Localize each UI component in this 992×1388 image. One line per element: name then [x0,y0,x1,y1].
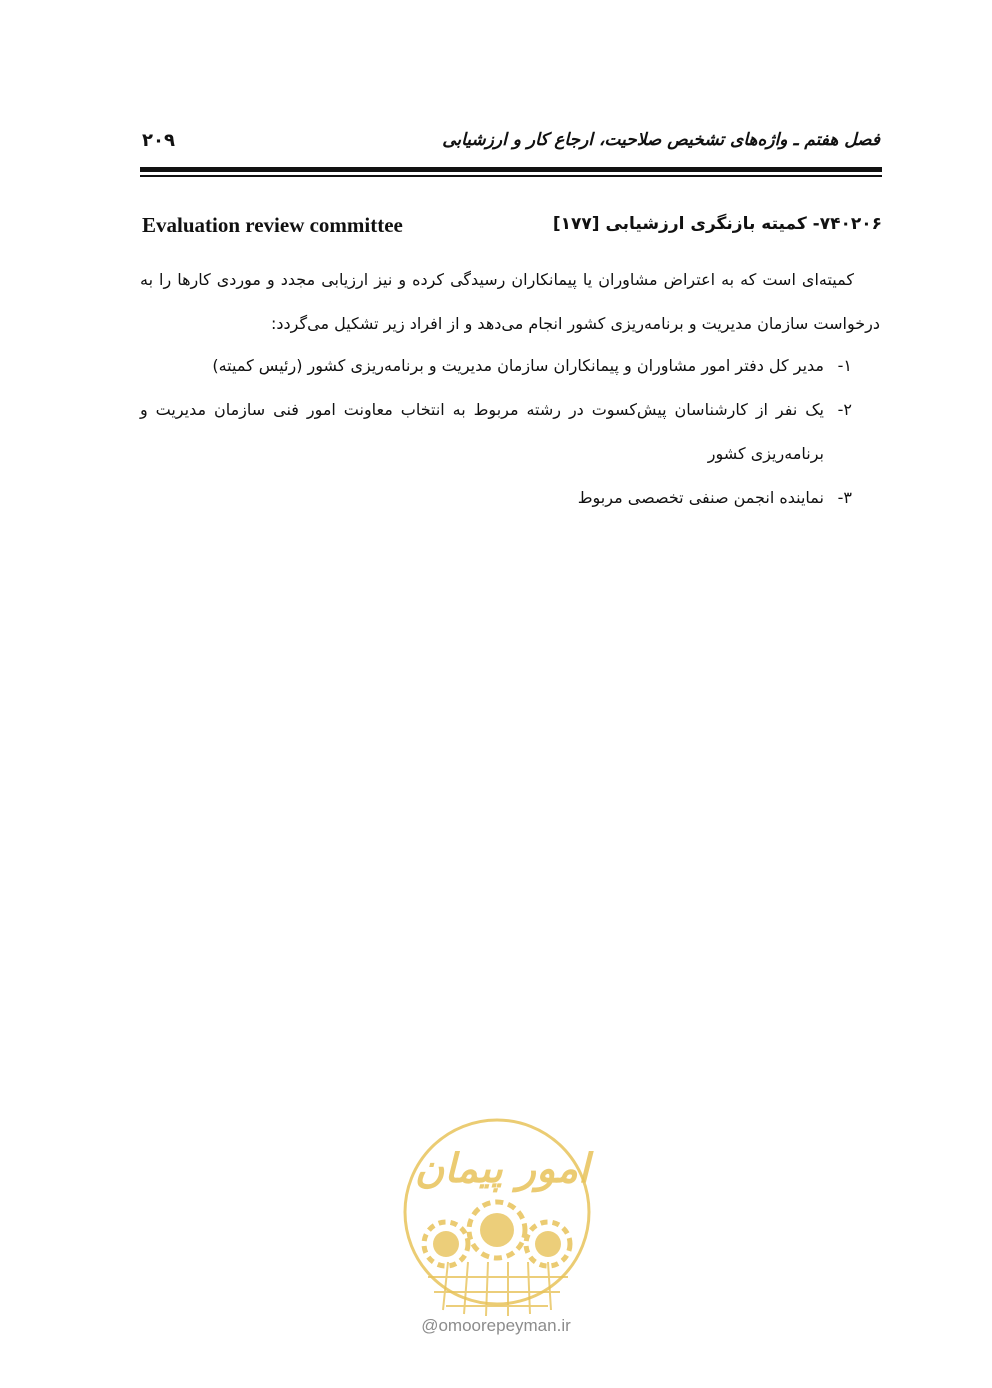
watermark-logo [398,1112,596,1318]
watermark-logo-text: امور پیمان [414,1146,590,1192]
list-item-number: ۳- [837,488,852,507]
list-item-number: ۱- [837,356,852,375]
list-item [140,476,852,520]
header-divider-thick [140,167,882,172]
member-list [140,344,852,520]
chapter-title: فصل هفتم ـ واژه‌های تشخیص صلاحیت، ارجاع کار و ارزشیابی [442,130,880,150]
list-item-text: نماینده انجمن صنفی تخصصی مربوط [577,488,824,507]
watermark-site: @omoorepeyman.ir [421,1316,571,1335]
list-item-text: مدیر کل دفتر امور مشاوران و پیمانکاران سازمان مدیریت و برنامه‌ریزی کشور (رئیس کمیته) [212,356,824,375]
list-item-text: یک نفر از کارشناسان پیش‌کسوت در رشته مربوط به انتخاب معاونت امور فنی سازمان مدیریت و برنامه‌ریزی کشور [140,400,824,463]
watermark-logo-icon [398,1112,596,1318]
header-divider-thin [140,175,882,177]
list-item [140,344,852,388]
entry-term-english: Evaluation review committee [142,213,403,237]
list-item [140,388,852,476]
entry-term-persian: ۷۴۰۲۰۶- کمیته بازنگری ارزشیابی [۱۷۷] [552,214,882,234]
list-item-number: ۲- [837,400,852,419]
page-number: ۲۰۹ [142,130,175,151]
entry-definition: کمیته‌ای است که به اعتراض مشاوران یا پیمانکاران رسیدگی کرده و نیز ارزیابی مجدد و موردی کارها را به درخواست سازمان مدیریت و برنامه‌ریزی کشور انجام می‌دهد و از افراد زیر تشکیل می‌گردد: [140,270,880,333]
